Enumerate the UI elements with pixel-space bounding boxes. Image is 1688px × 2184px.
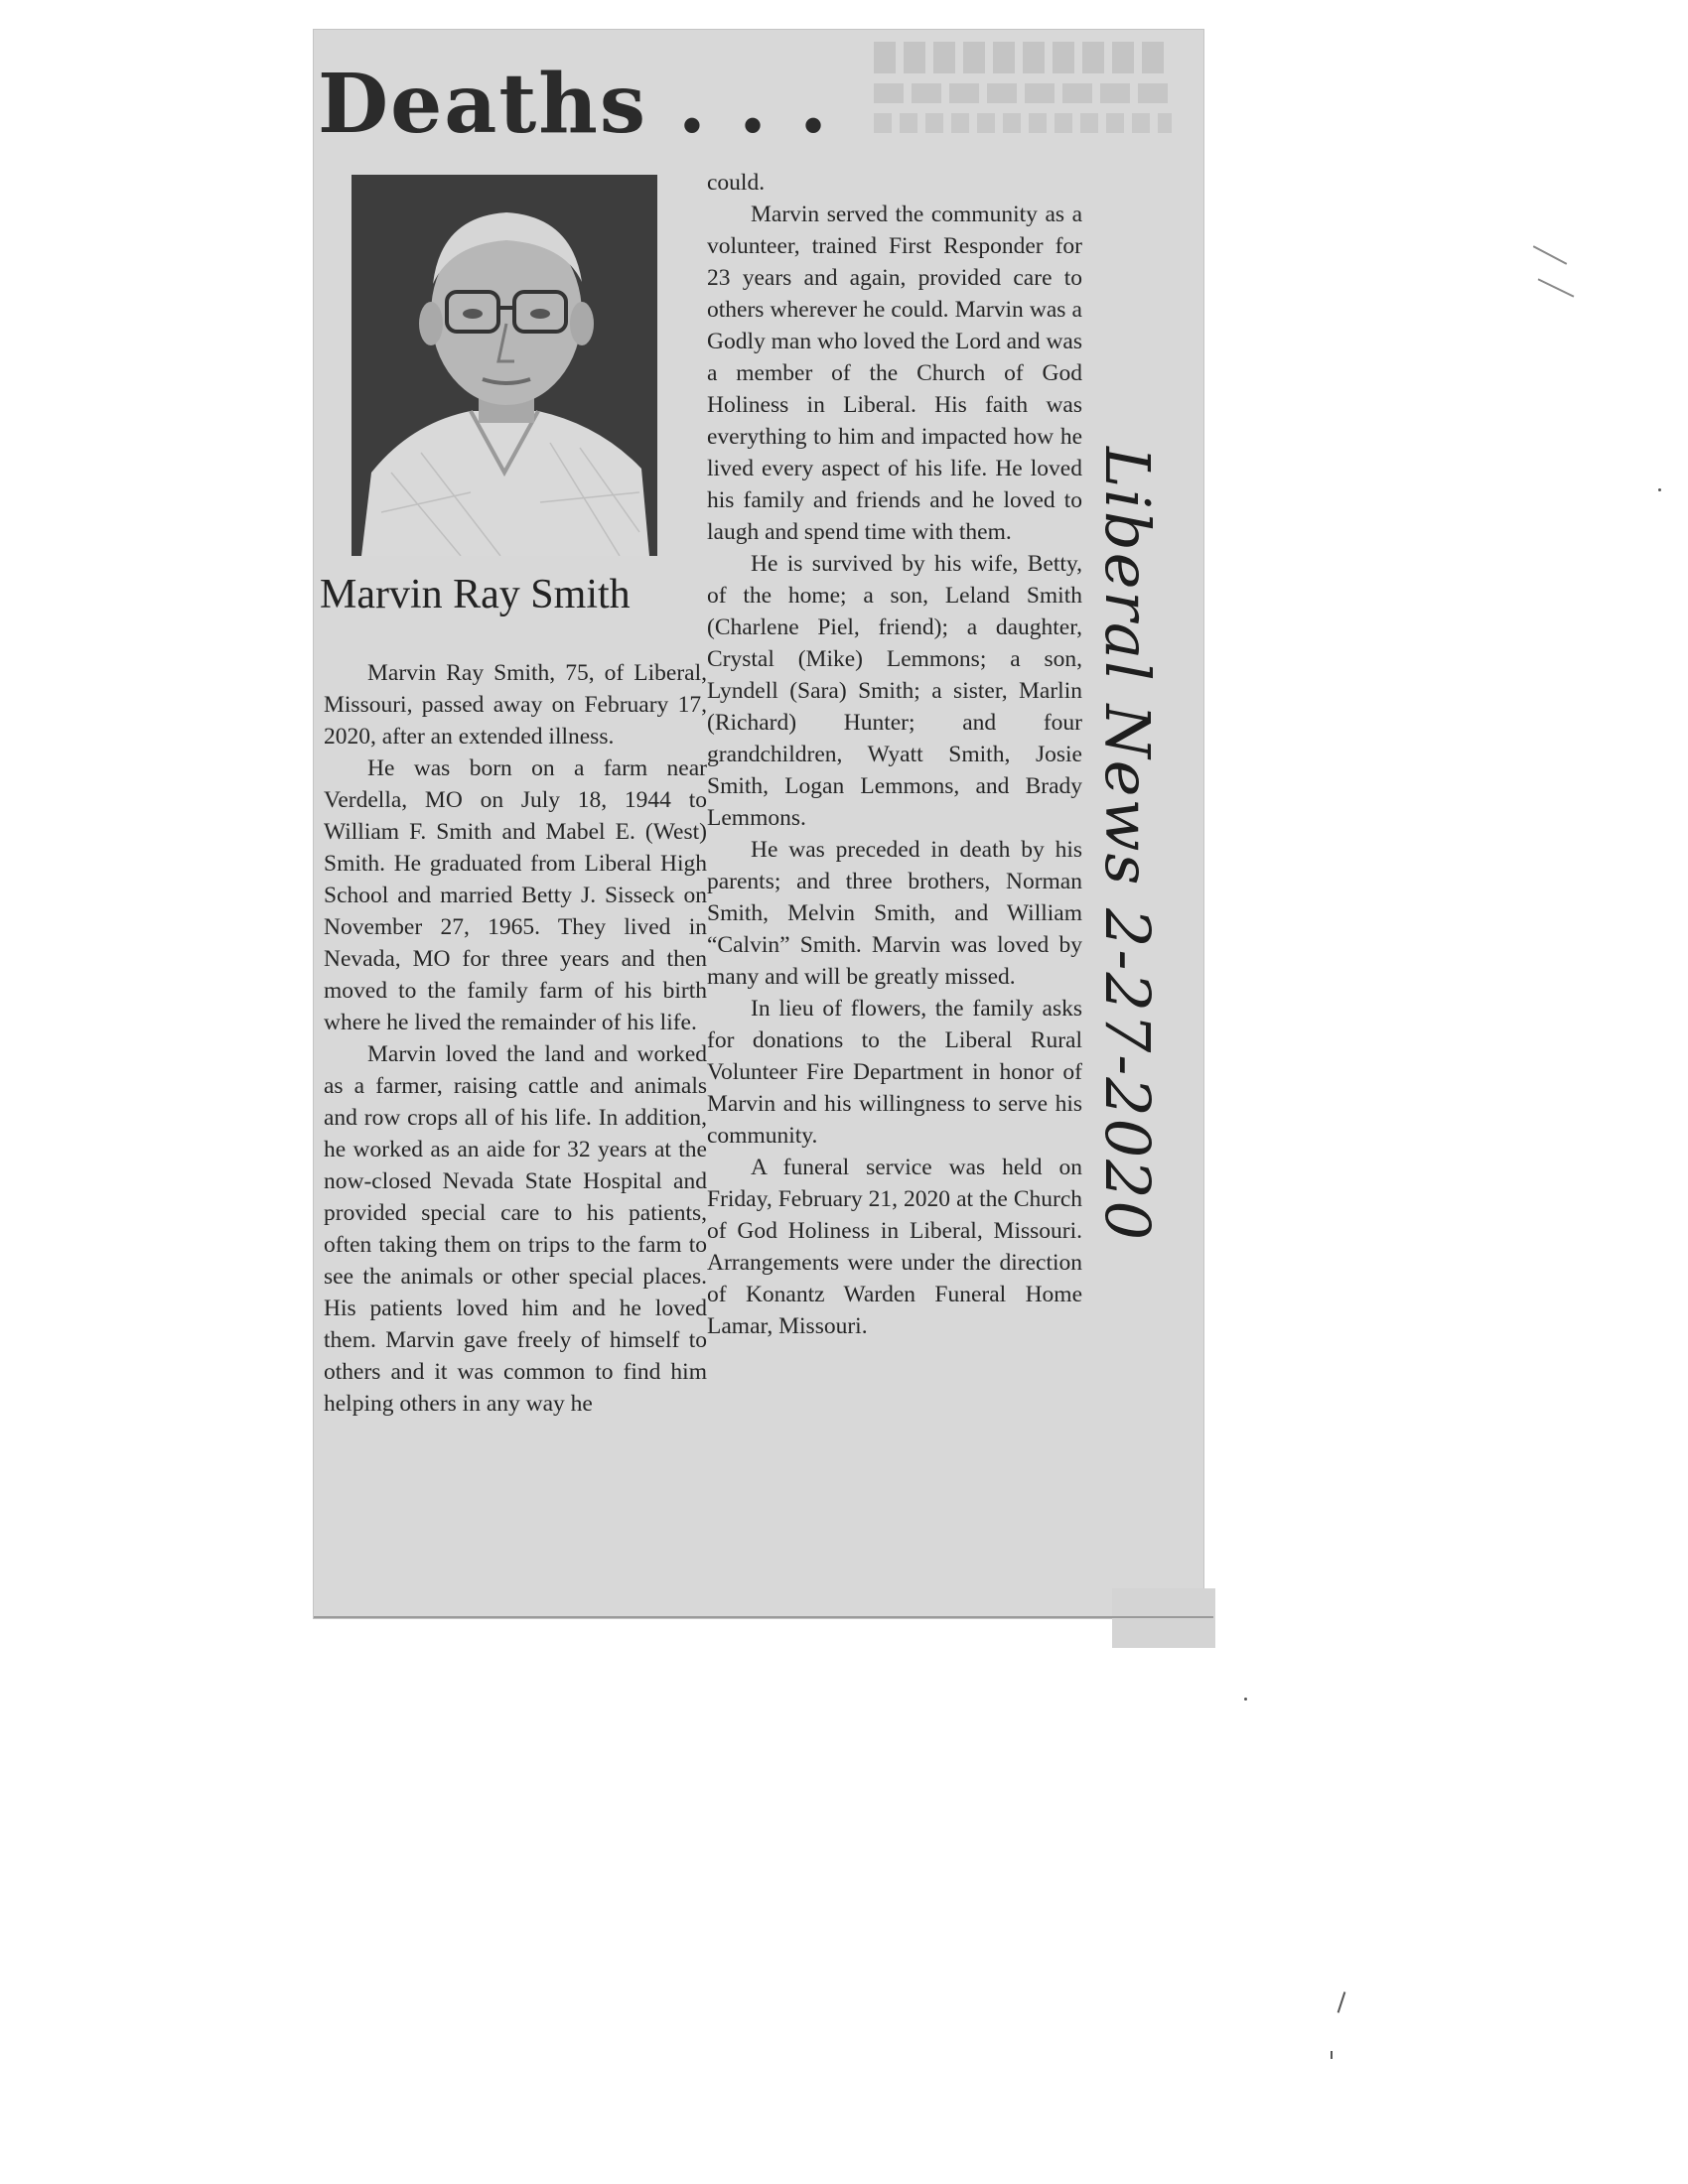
obituary-paragraph: A funeral service was held on Friday, February 21, 2020 at the Church of God Holiness in Liberal, Missouri. Arrangements were under the direction of Konantz Warden Funeral Home Lamar, Missouri. (707, 1155, 1082, 1339)
handwritten-source-note: Liberal News 2-27-2020 (1091, 447, 1164, 1243)
portrait-photo (352, 175, 657, 556)
scan-speck (1658, 488, 1661, 491)
scan-speck (1244, 1698, 1247, 1701)
obituary-column-left (324, 657, 707, 1420)
bleed-through-text (874, 36, 1172, 155)
scan-speck (1331, 2051, 1333, 2059)
deceased-name: Marvin Ray Smith (320, 572, 631, 617)
scan-speck (1533, 245, 1567, 265)
obituary-paragraph: He was preceded in death by his parents; and three brothers, Norman Smith, Melvin Smith, and William “Calvin” Smith. Marvin was loved by many and will be greatly missed. (707, 837, 1082, 990)
obituary-paragraph: Marvin served the community as a volunteer, trained First Responder for 23 years and again, provided care to others wherever he could. Marvin was a Godly man who loved the Lord and was a member of the Church of God Holiness in Liberal. His faith was everything to him and impacted how he lived every aspect of his life. He loved his family and friends and he loved to laugh and spend time with them. (707, 202, 1082, 545)
clipping-bottom-edge (314, 1616, 1213, 1618)
obituary-column-right (707, 167, 1082, 1342)
scan-speck (1538, 278, 1575, 297)
section-heading: Deaths . . . (318, 57, 830, 152)
clipping-torn-edge (1112, 1588, 1215, 1648)
scan-speck (1337, 1991, 1346, 2013)
obituary-paragraph: He was born on a farm near Verdella, MO on July 18, 1944 to William F. Smith and Mabel E. (West) Smith. He graduated from Liberal High School and married Betty J. Sisseck on November 27, 1965. They lived in Nevada, MO for three years and then moved to the family farm of his birth where he lived the remainder of his life. (324, 755, 707, 1035)
obituary-paragraph: Marvin Ray Smith, 75, of Liberal, Missouri, passed away on February 17, 2020, after an extended illness. (324, 660, 707, 750)
obituary-paragraph: In lieu of flowers, the family asks for donations to the Liberal Rural Volunteer Fire Department in honor of Marvin and his willingness to serve his community. (707, 996, 1082, 1149)
obituary-paragraph: He is survived by his wife, Betty, of the home; a son, Leland Smith (Charlene Piel, friend); a daughter, Crystal (Mike) Lemmons; a son, Lyndell (Sara) Smith; a sister, Marlin (Richard) Hunter; and four grandchildren, Wyatt Smith, Josie Smith, Logan Lemmons, and Brady Lemmons. (707, 551, 1082, 831)
obituary-paragraph: Marvin loved the land and worked as a farmer, raising cattle and animals and row crops all of his life. In addition, he worked as an aide for 32 years at the now-closed Nevada State Hospital and provided special care to his patients, often taking them on trips to the farm to see the animals or other special places. His patients loved him and he loved them. Marvin gave freely of himself to others and it was common to find him helping others in any way he (324, 1041, 707, 1417)
obituary-continuation: could. (707, 170, 766, 196)
portrait-photo-icon (352, 175, 657, 556)
